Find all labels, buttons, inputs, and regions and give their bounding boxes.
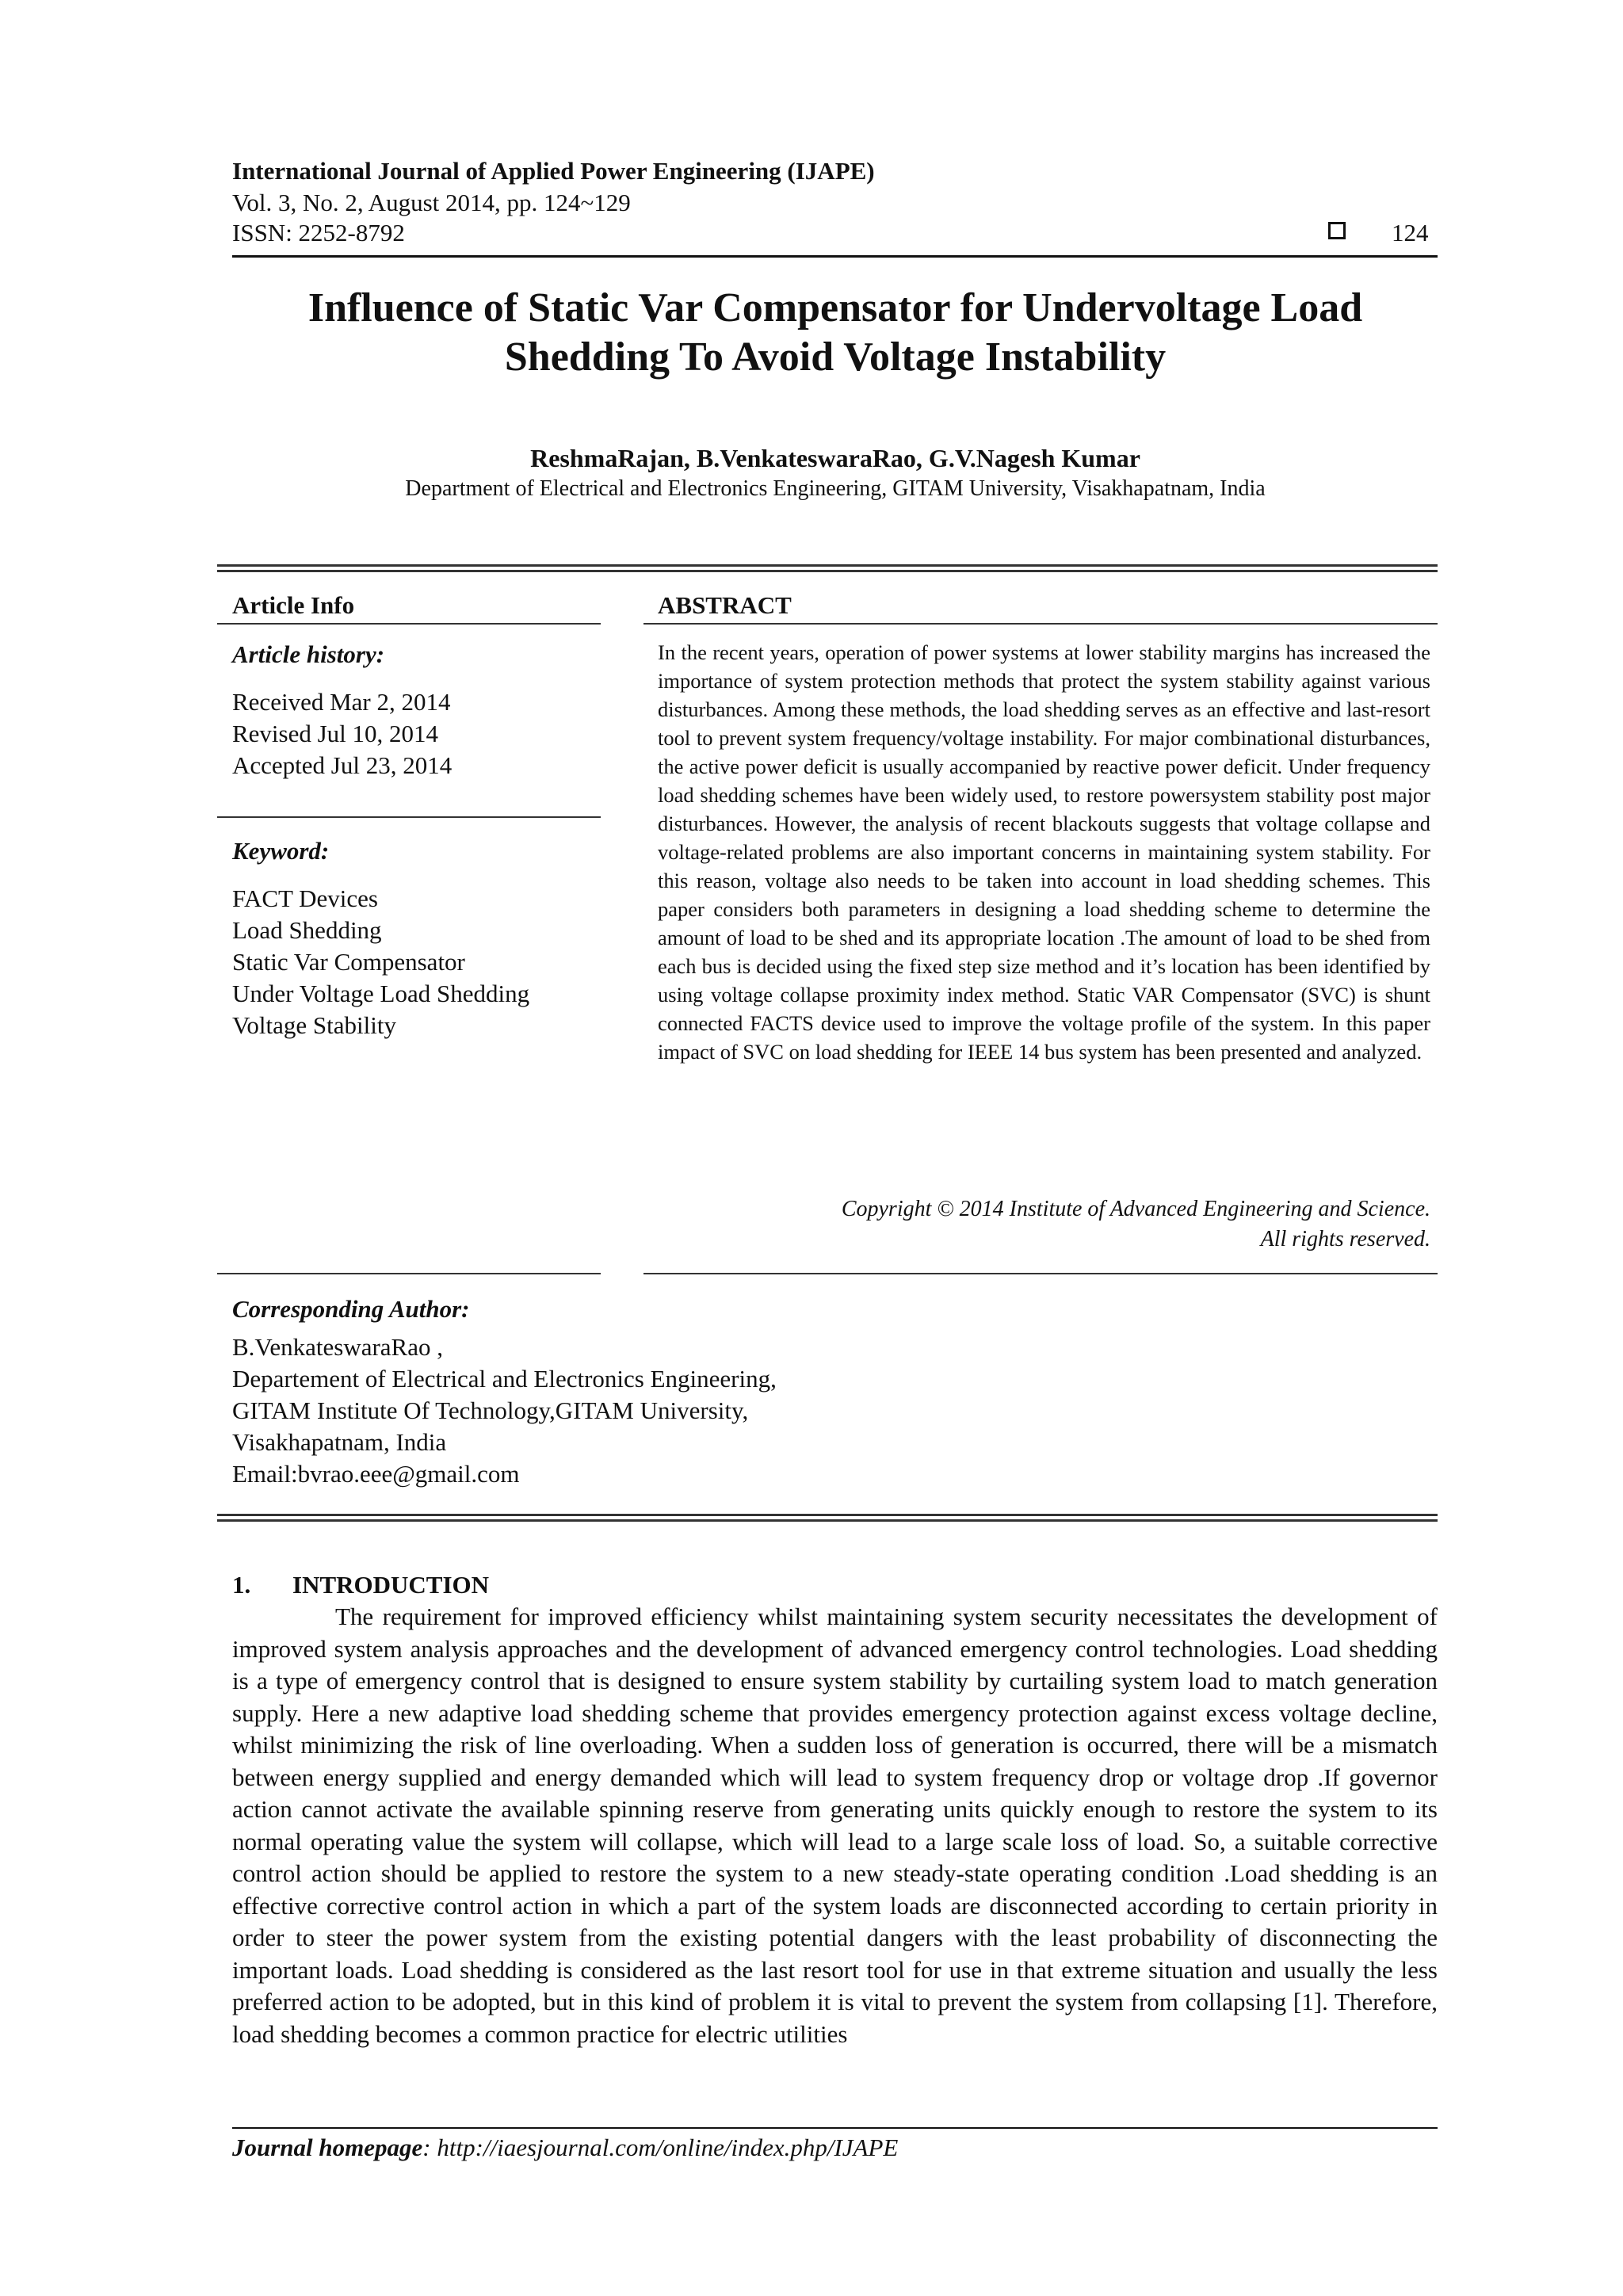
corresponding-author-dept: Departement of Electrical and Electronics Engineering, <box>232 1365 777 1392</box>
keyword-rule <box>217 816 601 818</box>
keyword-item: FACT Devices <box>232 884 378 912</box>
corresponding-author-inst: GITAM Institute Of Technology,GITAM University, <box>232 1396 749 1424</box>
accepted-date: Accepted Jul 23, 2014 <box>232 751 453 779</box>
corresponding-author-email[interactable]: Email:bvrao.eee@gmail.com <box>232 1460 520 1488</box>
keyword-item: Voltage Stability <box>232 1011 396 1039</box>
copyright <box>658 1194 1430 1255</box>
corresponding-author-heading: Corresponding Author: <box>232 1295 470 1323</box>
keyword-item: Under Voltage Load Shedding <box>232 980 530 1007</box>
article-info-bottom-rule <box>217 1273 601 1274</box>
journal-name: International Journal of Applied Power Engineering (IJAPE) <box>232 157 875 185</box>
copyright-line-1: Copyright © 2014 Institute of Advanced Engineering and Science. <box>841 1197 1430 1221</box>
abstract-rule <box>643 623 1438 625</box>
journal-homepage: Journal homepage: http://iaesjournal.com/online/index.php/IJAPE <box>232 2134 899 2161</box>
page-number: 124 <box>1392 219 1429 246</box>
abstract-text: In the recent years, operation of power systems at lower stability margins has increased the importance of system protection methods that protect the system stability against various disturbances. Among these methods, the load shedding serves as an effective and last-resort tool to prevent system frequency/voltage instability. For major combinational disturbances, the active power deficit is usually accompanied by reactive power deficit. Under frequency load shedding schemes have been widely used, to restore powersystem stability post major disturbances. However, the analysis of recent blackouts suggests that voltage collapse and voltage-related problems are also important concerns in maintaining system stability. For this reason, voltage also needs to be taken into account in load shedding schemes. This paper considers both parameters in designing a load shedding scheme to determine the amount of load to be shed and its appropriate location .The amount of load to be shed from each bus is decided using the fixed step size method and it’s location has been identified by using voltage collapse proximity index method. Static VAR Compensator (SVC) is shunt connected FACTS device used to improve the voltage profile of the system. In this paper impact of SVC on load shedding for IEEE 14 bus system has been presented and analyzed. <box>658 640 1430 1064</box>
revised-date: Revised Jul 10, 2014 <box>232 720 439 747</box>
affiliation: Department of Electrical and Electronics Engineering, GITAM University, Visakhapatnam, India <box>405 476 1266 501</box>
keyword-heading: Keyword: <box>232 837 330 865</box>
corresponding-author-city: Visakhapatnam, India <box>232 1428 447 1456</box>
info-bottom-rule <box>217 1514 1438 1522</box>
keyword-list <box>232 883 529 1041</box>
copyright-line-2: All rights reserved. <box>1260 1227 1430 1251</box>
journal-homepage-label: Journal homepage <box>232 2134 423 2161</box>
introduction-text: The requirement for improved efficiency whilst maintaining system security necessitates the development of improved system analysis approaches and the development of advanced emergency control technologies. Load shedding is a type of emergency control that is designed to ensure system stability by curtailing system load to match generation supply. Here a new adaptive load shedding scheme that provides emergency protection against excess voltage decline, whilst minimizing the risk of line overloading. When a sudden loss of generation is occurred, there will be a mismatch between energy supplied and energy demanded which will lead to system frequency drop or voltage drop .If governor action cannot activate the available spinning reserve from generating units quickly enough to restore the system to its normal operating value the system will collapse, which will lead to a large scale loss of load. So, a suitable corrective control action should be applied to restore the system to a new steady-state operating condition .Load shedding is an effective corrective control action in which a part of the system loads are disconnected according to certain priority in order to steer the power system from the existing potential dangers with the least probability of disconnecting the important loads. Load shedding is considered as the last resort tool for use in that extreme situation and usually the less preferred action to be adopted, but in this kind of problem it is vital to prevent the system from collapsing [1]. Therefore, load shedding becomes a common practice for electric utilities <box>232 1603 1438 2048</box>
section-heading-introduction <box>232 1569 489 1601</box>
received-date: Received Mar 2, 2014 <box>232 688 451 716</box>
info-top-rule <box>217 564 1438 572</box>
journal-volume: Vol. 3, No. 2, August 2014, pp. 124~129 <box>232 189 631 216</box>
abstract-heading: ABSTRACT <box>658 591 792 619</box>
keyword-item: Static Var Compensator <box>232 948 465 976</box>
authors: ReshmaRajan, B.VenkateswaraRao, G.V.Nagesh Kumar <box>530 444 1140 472</box>
corresponding-author-details <box>232 1331 777 1490</box>
paper-title-line-1: Influence of Static Var Compensator for Undervoltage Load <box>307 285 1363 330</box>
corresponding-author-name: B.VenkateswaraRao , <box>232 1333 443 1361</box>
article-info-rule <box>217 623 601 625</box>
journal-homepage-link[interactable]: http://iaesjournal.com/online/index.php/IJAPE <box>437 2134 899 2161</box>
checkbox-icon <box>1328 222 1346 239</box>
header-rule <box>232 255 1438 258</box>
section-title: INTRODUCTION <box>292 1571 490 1599</box>
abstract-bottom-rule <box>643 1273 1438 1274</box>
paper-title <box>198 284 1472 382</box>
section-number: 1. <box>232 1571 251 1599</box>
paper-title-line-2: Shedding To Avoid Voltage Instability <box>504 334 1167 380</box>
keyword-item: Load Shedding <box>232 916 382 944</box>
article-history-list <box>232 686 452 781</box>
journal-issn: ISSN: 2252-8792 <box>232 219 405 246</box>
article-info-heading: Article Info <box>232 591 355 619</box>
article-history-heading: Article history: <box>232 640 385 668</box>
footer-rule <box>232 2127 1438 2129</box>
